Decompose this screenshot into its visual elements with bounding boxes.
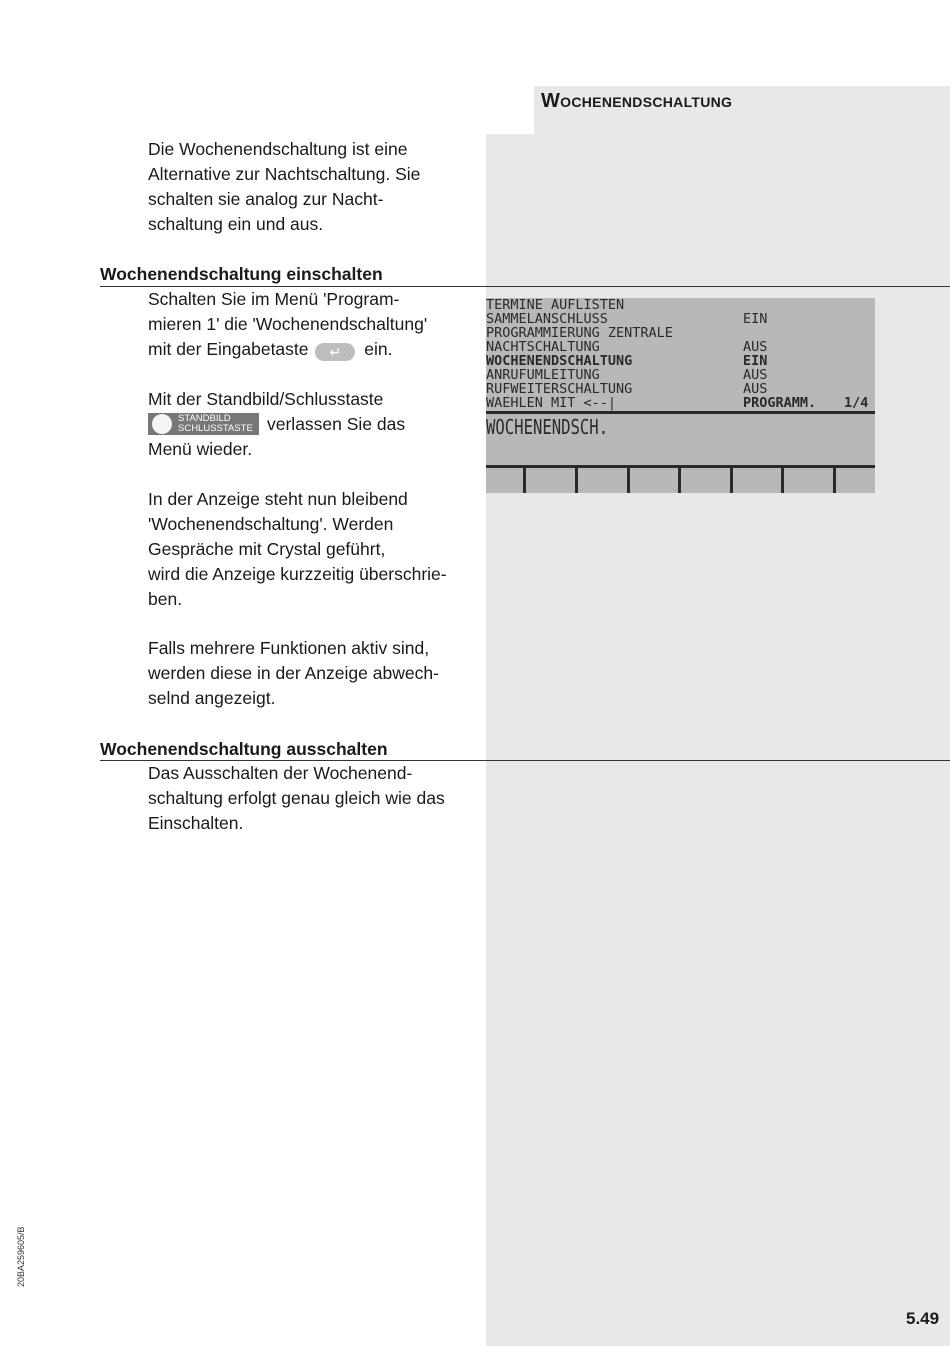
intro-paragraph <box>148 137 478 237</box>
softkey-divider <box>781 468 784 493</box>
text-line: 'Wochenendschaltung'. Werden <box>148 514 394 534</box>
menu-row-label: WOCHENENDSCHALTUNG <box>486 353 633 369</box>
menu-row-label: RUFWEITERSCHALTUNG <box>486 381 633 397</box>
menu-row <box>486 396 875 410</box>
off-paragraph <box>148 761 478 836</box>
text-line: Die Wochenendschaltung ist eine <box>148 139 408 159</box>
text-line: mieren 1' die 'Wochenendschaltung' <box>148 314 428 334</box>
text-line: schalten sie analog zur Nacht- <box>148 189 384 209</box>
display-paragraph <box>148 487 478 612</box>
text-line: werden diese in der Anzeige abwech- <box>148 663 439 683</box>
key-dot-icon <box>152 414 172 434</box>
document-code: 20BA259605/B <box>16 1226 26 1287</box>
text-line: Gespräche mit Crystal geführt, <box>148 539 386 559</box>
text-fragment: ein. <box>364 339 393 359</box>
page-indicator: 1/4 <box>844 395 869 411</box>
text-line: In der Anzeige steht nun bleibend <box>148 489 408 509</box>
menu-row-value: EIN <box>743 353 768 369</box>
multi-function-paragraph <box>148 636 478 711</box>
softkey-divider <box>575 468 578 493</box>
key-label: STANDBILD SCHLUSSTASTE <box>178 413 253 434</box>
softkey-divider <box>627 468 630 493</box>
text-line: Mit der Standbild/Schlusstaste <box>148 389 384 409</box>
text-line: Alternative zur Nachtschaltung. Sie <box>148 164 421 184</box>
text-line: schaltung erfolgt genau gleich wie das <box>148 788 445 808</box>
page-number: 5.49 <box>906 1309 940 1328</box>
menu-row <box>486 368 875 382</box>
menu-row-selected <box>486 354 875 368</box>
page-title: Wochenendschaltung <box>541 90 733 112</box>
menu-row-label: SAMMELANSCHLUSS <box>486 311 608 327</box>
display-status-text: WOCHENENDSCH. <box>486 415 609 439</box>
softkey-divider <box>833 468 836 493</box>
menu-row-value: AUS <box>743 339 768 355</box>
display-separator <box>486 411 875 414</box>
text-line: Falls mehrere Funktionen aktiv sind, <box>148 638 430 658</box>
menu-row-label: TERMINE AUFLISTEN <box>486 297 625 313</box>
text-fragment: mit der Eingabetaste <box>148 339 309 359</box>
text-line: Schalten Sie im Menü 'Program- <box>148 289 400 309</box>
text-line <box>148 337 478 362</box>
menu-row-label: WAEHLEN MIT <--| <box>486 395 617 411</box>
menu-row <box>486 382 875 396</box>
softkey-divider <box>523 468 526 493</box>
menu-row-value: AUS <box>743 367 768 383</box>
softkey-divider <box>678 468 681 493</box>
text-line <box>148 412 478 437</box>
enter-key-icon: ↵ <box>315 343 355 361</box>
menu-row <box>486 312 875 326</box>
text-line: schaltung ein und aus. <box>148 214 324 234</box>
menu-row <box>486 326 875 340</box>
instruction-paragraph <box>148 287 478 362</box>
menu-row-label: NACHTSCHALTUNG <box>486 339 600 355</box>
menu-row-value: EIN <box>743 311 768 327</box>
text-line: Das Ausschalten der Wochenend- <box>148 763 413 783</box>
section-heading-off: Wochenendschaltung ausschalten <box>100 739 388 759</box>
text-line: wird die Anzeige kurzzeitig überschrie- <box>148 564 447 584</box>
text-line: Einschalten. <box>148 813 244 833</box>
exit-paragraph <box>148 387 478 462</box>
text-fragment: verlassen Sie das <box>267 414 406 434</box>
text-line: selnd angezeigt. <box>148 688 276 708</box>
softkey-divider <box>730 468 733 493</box>
menu-row-value: AUS <box>743 381 768 397</box>
section-heading-on: Wochenendschaltung einschalten <box>100 264 383 284</box>
menu-row-label: ANRUFUMLEITUNG <box>486 367 600 383</box>
text-line: ben. <box>148 589 183 609</box>
menu-row <box>486 340 875 354</box>
standbild-key-icon <box>148 413 259 435</box>
menu-row-value: PROGRAMM. <box>743 395 817 411</box>
menu-row <box>486 298 875 312</box>
text-line: Menü wieder. <box>148 439 253 459</box>
phone-display <box>486 298 875 493</box>
menu-row-label: PROGRAMMIERUNG ZENTRALE <box>486 325 673 341</box>
